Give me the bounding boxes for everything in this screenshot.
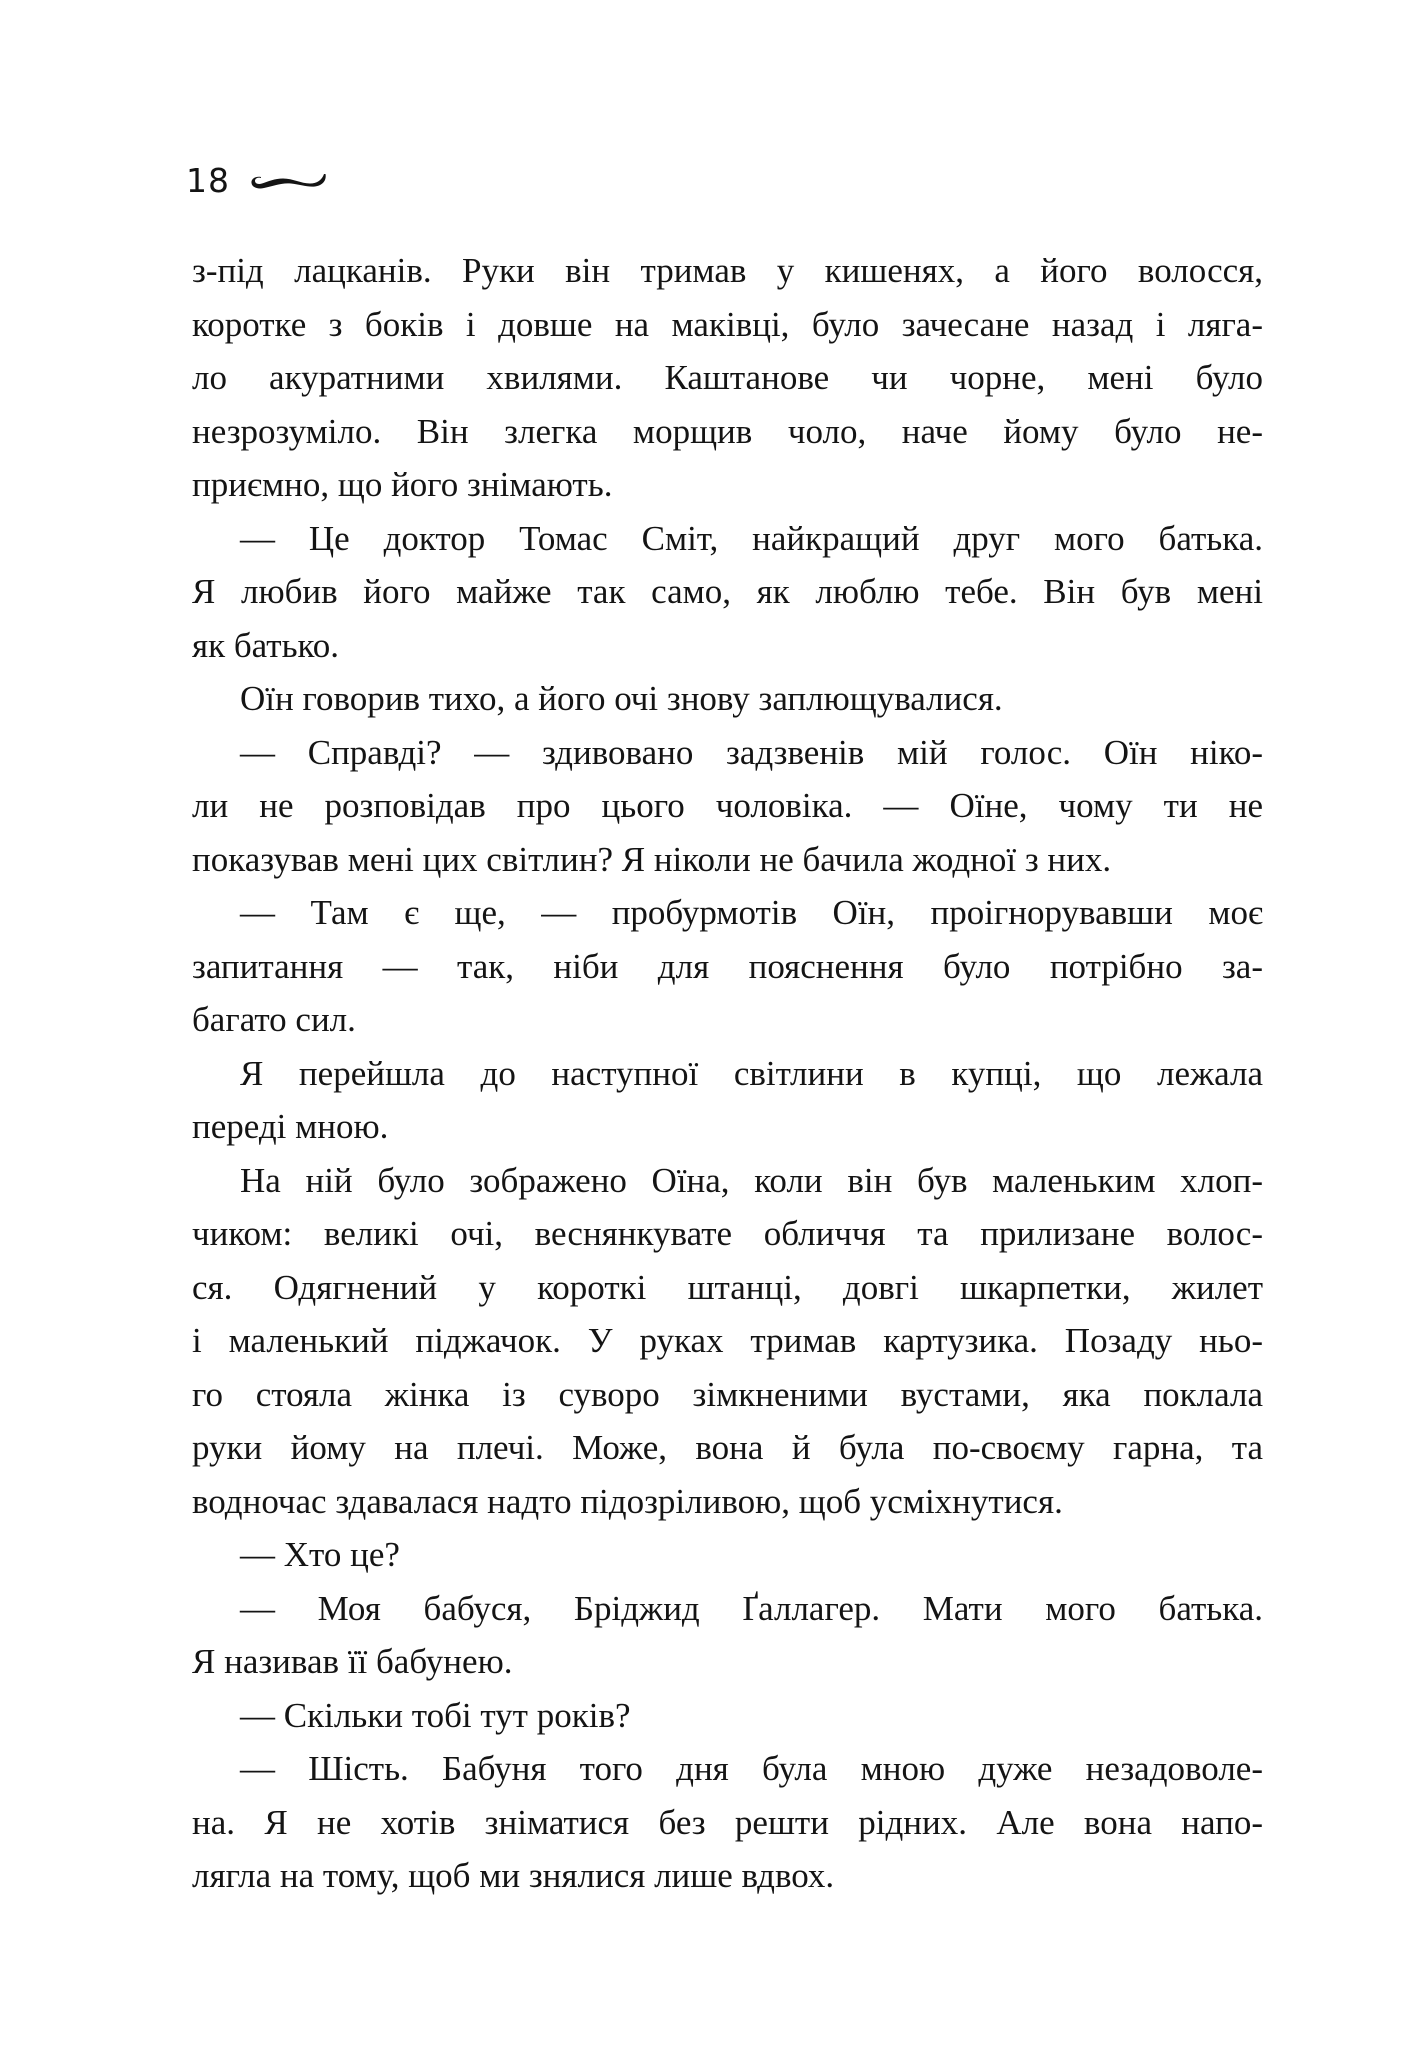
paragraph	[192, 244, 1263, 512]
text-line: показував мені цих світлин? Я ніколи не бачила жодної з них.	[192, 839, 1112, 879]
text-line: Оїн говорив тихо, а його очі знову заплющувалися.	[240, 679, 1003, 718]
text-line: На ній було зображено Оїна, коли він був маленьким хлоп-	[240, 1160, 1263, 1200]
paragraph	[192, 1689, 1263, 1743]
text-line: руки йому на плечі. Може, вона й була по-своєму гарна, та	[192, 1428, 1263, 1467]
text-line: запитання — так, ніби для пояснення було потрібно за-	[192, 946, 1263, 986]
text-line: водночас здавалася надто підозріливою, щоб усміхнутися.	[192, 1481, 1063, 1521]
paragraph	[192, 512, 1263, 673]
page-header	[186, 161, 330, 200]
text-line: Я любив його майже так само, як люблю тебе. Він був мені	[192, 572, 1263, 611]
text-line: ло акуратними хвилями. Каштанове чи чорне, мені було	[192, 358, 1263, 397]
text-line: коротке з боків і довше на маківці, було зачесане назад і ляга-	[192, 304, 1263, 344]
text-line: го стояла жінка із суворо зімкненими вустами, яка поклала	[192, 1374, 1263, 1414]
text-line: — Хто це?	[240, 1535, 400, 1574]
text-line: чиком: великі очі, веснянкувате обличчя та прилизане волос-	[192, 1214, 1263, 1253]
text-line: Я називав її бабунею.	[192, 1642, 513, 1681]
text-line: переді мною.	[192, 1107, 389, 1146]
text-line: — Справді? — здивовано задзвенів мій голос. Оїн ніко-	[240, 732, 1263, 772]
swash-ornament-icon	[248, 171, 330, 197]
text-line: — Це доктор Томас Сміт, найкращий друг мого батька.	[240, 518, 1263, 558]
text-line: — Скільки тобі тут років?	[240, 1695, 631, 1735]
text-line: як батько.	[192, 625, 340, 665]
text-line: на. Я не хотів зніматися без решти рідних. Але вона напо-	[192, 1802, 1263, 1842]
text-line: багато сил.	[192, 1000, 356, 1039]
paragraph	[192, 1528, 1263, 1582]
text-line: незрозуміло. Він злегка морщив чоло, наче йому було не-	[192, 411, 1263, 451]
paragraph	[192, 1154, 1263, 1529]
text-line: з-під лацканів. Руки він тримав у кишенях, а його волосся,	[192, 251, 1263, 290]
text-line: ся. Одягнений у короткі штанці, довгі шкарпетки, жилет	[192, 1267, 1263, 1307]
paragraph	[192, 672, 1263, 726]
text-line: і маленький піджачок. У руках тримав картузика. Позаду ньо-	[192, 1321, 1263, 1360]
paragraph	[192, 1582, 1263, 1689]
text-line: ли не розповідав про цього чоловіка. — Оїне, чому ти не	[192, 786, 1263, 825]
page-number: 18	[186, 161, 230, 200]
paragraph	[192, 1742, 1263, 1903]
paragraph	[192, 726, 1263, 887]
text-line: — Моя бабуся, Бріджид Ґаллагер. Мати мого батька.	[240, 1588, 1263, 1628]
paragraph	[192, 1047, 1263, 1154]
text-line: Я перейшла до наступної світлини в купці, що лежала	[240, 1053, 1263, 1093]
text-line: — Шість. Бабуня того дня була мною дуже незадоволе-	[240, 1749, 1263, 1788]
body-text	[192, 244, 1263, 1903]
paragraph	[192, 886, 1263, 1047]
text-line: — Там є ще, — пробурмотів Оїн, проігнорувавши моє	[240, 893, 1263, 932]
text-line: лягла на тому, щоб ми знялися лише вдвох.	[192, 1856, 835, 1895]
text-line: приємно, що його знімають.	[192, 465, 613, 504]
